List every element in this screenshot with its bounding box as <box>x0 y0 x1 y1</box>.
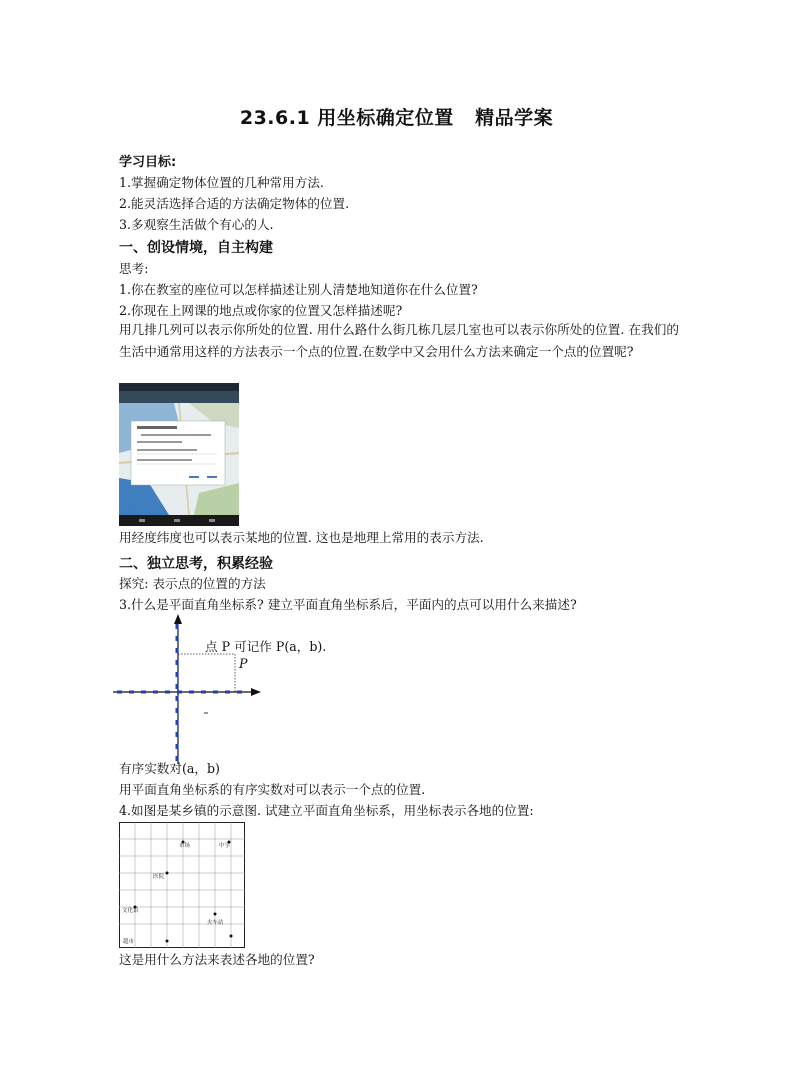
coordinate-axes-diagram <box>113 612 348 764</box>
town-grid-map <box>119 822 245 948</box>
question-3: 3.什么是平面直角坐标系? 建立平面直角坐标系后，平面内的点可以用什么来描述? <box>119 597 577 612</box>
map-label-culture: 文化馆 <box>122 908 139 914</box>
intro-paragraph: 用几排几列可以表示你所处的位置. 用什么路什么街几栋几层几室也可以表示你所处的位置. 在我们的生活中通常用这样的方法表示一个点的位置.在数学中又会用什么方法来确定一个点的位置呢? <box>119 322 679 359</box>
page-title: 23.6.1 用坐标确定位置 精品学案 <box>239 107 554 129</box>
latlong-caption: 用经度纬度也可以表示某地的位置. 这也是地理上常用的表示方法. <box>119 530 484 545</box>
section2-heading: 二、独立思考，积累经验 <box>119 556 273 572</box>
point-notation: 点 P 可记作 P(a，b). <box>205 639 327 654</box>
conclusion-text: 用平面直角坐标系的有序实数对可以表示一个点的位置. <box>119 782 426 797</box>
final-question: 这是用什么方法来表述各地的位置? <box>119 952 315 967</box>
map-label-hospital: 医院 <box>153 874 165 880</box>
objectives-heading: 学习目标: <box>119 155 177 170</box>
ordered-pair-text: 有序实数对(a，b) <box>119 761 220 776</box>
think-label: 思考: <box>119 261 149 276</box>
objective-item: 3.多观察生活做个有心的人. <box>119 217 274 232</box>
map-app-photo <box>119 383 239 526</box>
explore-label: 探究: 表示点的位置的方法 <box>119 576 266 591</box>
question-2: 2.你现在上网课的地点或你家的位置又怎样描述呢? <box>119 303 403 318</box>
point-p-label: P <box>239 656 248 671</box>
question-1: 1.你在教室的座位可以怎样描述让别人清楚地知道你在什么位置? <box>119 282 478 297</box>
map-label-school: 中学 <box>219 843 231 849</box>
objective-item: 2.能灵活选择合适的方法确定物体的位置. <box>119 196 350 211</box>
section1-heading: 一、创设情境，自主构建 <box>119 240 273 256</box>
map-label-station: 火车站 <box>207 920 224 926</box>
map-label-supermarket: 超市 <box>123 939 135 945</box>
question-4: 4.如图是某乡镇的示意图. 试建立平面直角坐标系，用坐标表示各地的位置: <box>119 803 534 818</box>
objective-item: 1.掌握确定物体位置的几种常用方法. <box>119 175 324 190</box>
map-label-market: 市场 <box>179 843 191 849</box>
